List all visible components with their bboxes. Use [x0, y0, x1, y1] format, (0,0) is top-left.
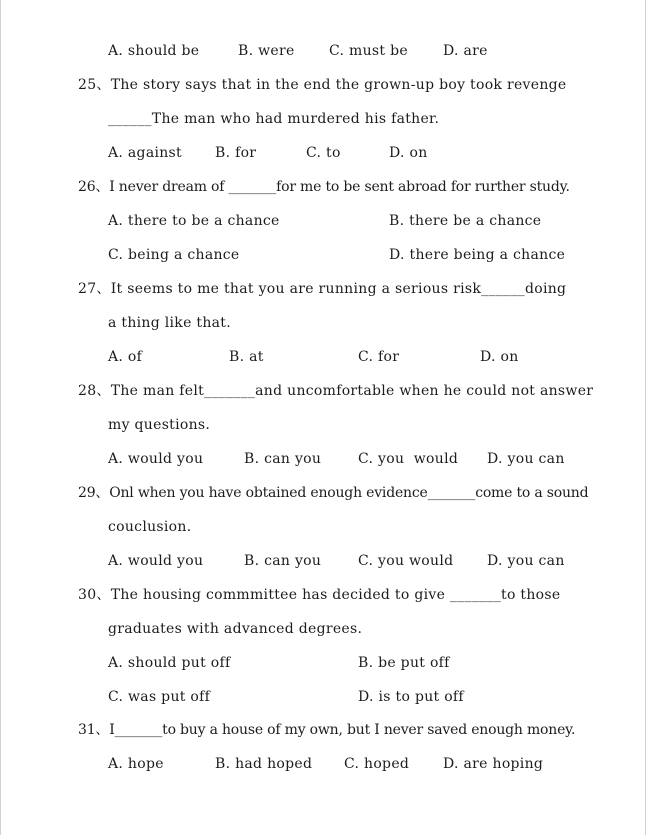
option-b: B. can you — [244, 553, 322, 569]
question-text-continued: ______The man who had murdered his father. — [108, 111, 440, 127]
option-b: B. had hoped — [215, 756, 313, 772]
option-d: D. is to put off — [358, 689, 464, 705]
question-text: 26、I never dream of _______for me to be sent abroad for rurther study. — [78, 179, 570, 195]
option-a: A. should put off — [108, 655, 231, 671]
option-d: D. are — [443, 43, 488, 59]
option-b: B. at — [229, 349, 264, 365]
option-c: C. you would — [358, 553, 454, 569]
option-d: D. you can — [487, 451, 565, 467]
question-text: 30、The housing commmittee has decided to give _______to those — [78, 587, 561, 603]
question-text: 27、It seems to me that you are running a serious risk______doing — [78, 281, 567, 297]
option-d: D. you can — [487, 553, 565, 569]
question-text: 29、Onl when you have obtained enough evidence_______come to a sound — [78, 485, 589, 501]
left-page-edge — [0, 0, 1, 835]
option-c: C. must be — [329, 43, 408, 59]
option-b: B. can you — [244, 451, 322, 467]
option-a: A. would you — [108, 553, 204, 569]
option-a: A. against — [108, 145, 182, 161]
option-b: B. there be a chance — [389, 213, 542, 229]
option-c: C. being a chance — [108, 247, 240, 263]
option-a: A. would you — [108, 451, 204, 467]
option-c: C. to — [306, 145, 341, 161]
option-d: D. on — [480, 349, 519, 365]
option-a: A. should be — [108, 43, 200, 59]
option-c: C. you would — [358, 451, 459, 467]
option-a: A. there to be a chance — [108, 213, 280, 229]
question-text: 25、The story says that in the end the grown-up boy took revenge — [78, 77, 567, 93]
option-a: A. hope — [108, 756, 164, 772]
option-c: C. for — [358, 349, 400, 365]
option-d: D. are hoping — [443, 756, 544, 772]
option-d: D. there being a chance — [389, 247, 566, 263]
option-d: D. on — [389, 145, 428, 161]
option-a: A. of — [108, 349, 143, 365]
option-c: C. was put off — [108, 689, 211, 705]
question-text-continued: couclusion. — [108, 519, 192, 535]
option-b: B. for — [215, 145, 257, 161]
question-text: 28、The man felt_______and uncomfortable when he could not answer — [78, 383, 594, 399]
question-text-continued: a thing like that. — [108, 315, 231, 331]
question-text-continued: my questions. — [108, 417, 211, 433]
option-c: C. hoped — [344, 756, 410, 772]
option-b: B. were — [238, 43, 295, 59]
option-b: B. be put off — [358, 655, 450, 671]
question-text-continued: graduates with advanced degrees. — [108, 621, 363, 637]
question-text: 31、I_______to buy a house of my own, but I never saved enough money. — [78, 722, 576, 738]
